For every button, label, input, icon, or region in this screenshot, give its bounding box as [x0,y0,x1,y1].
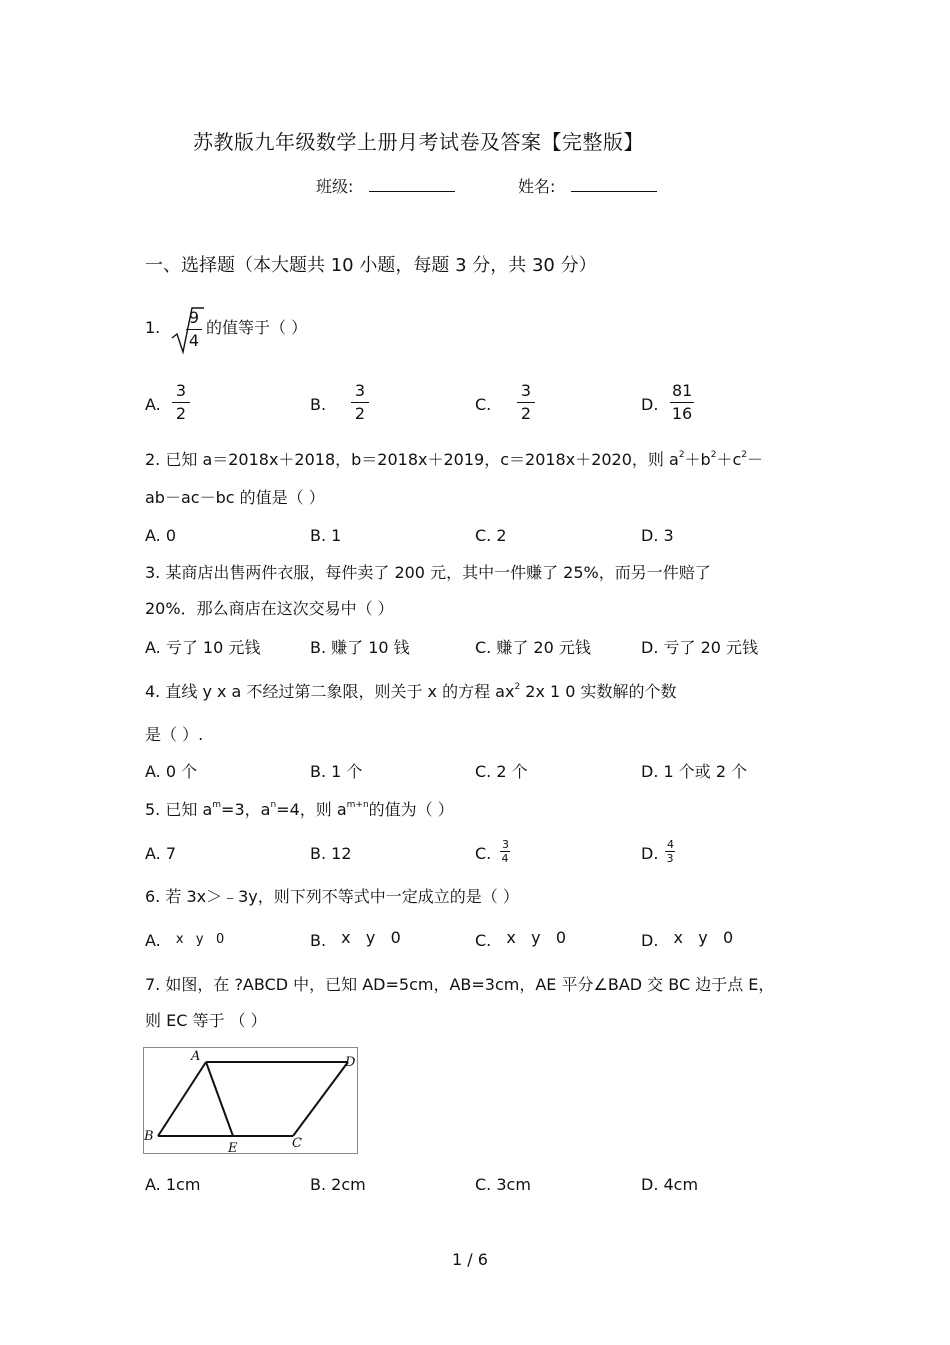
q2-text: ＋b [684,450,711,469]
q2-option-c[interactable]: C. 2 [475,526,507,545]
q5-option-d-fraction [665,839,675,864]
q5-option-b[interactable]: B. 12 [310,844,352,863]
q1-option-d-label[interactable]: D. [641,395,659,414]
q2-option-b[interactable]: B. 1 [310,526,342,545]
name-label: 姓名: [518,177,556,196]
class-blank[interactable] [369,177,455,192]
q1-option-d-fraction [670,383,694,422]
class-label: 班级: [316,177,354,196]
q1-option-b-fraction [351,383,369,422]
q5-line [145,802,454,818]
option-label: A. [145,931,161,950]
parallelogram-figure [143,1047,359,1155]
superscript: m+n [346,800,369,810]
q1-option-c-label[interactable]: C. [475,395,492,414]
q4-text: 2x 1 0 实数解的个数 [520,682,677,701]
frac-den: 2 [175,404,187,423]
q6-option-d[interactable] [641,928,734,950]
q7-option-a[interactable]: A. 1cm [145,1175,201,1194]
q4-line1 [145,684,677,700]
vertex-e-label: E [228,1141,238,1155]
q3-option-c[interactable]: C. 赚了 20 元钱 [475,638,591,657]
q1-option-a-fraction [172,383,190,422]
name-blank[interactable] [571,177,657,192]
q5-text: =4，则 a [276,800,347,819]
q1-sqrt-den: 4 [188,331,200,350]
q3-option-a[interactable]: A. 亏了 10 元钱 [145,638,261,657]
vertex-d-label: D [345,1055,356,1070]
q5-text: 5. 已知 a [145,800,213,819]
q4-line2: 是（ ）. [145,725,204,744]
q5-option-c-fraction [500,839,510,864]
q1-text: 的值等于（ ） [206,318,308,337]
q2-text: 2. 已知 a＝2018x＋2018，b＝2018x＋2019，c＝2018x＋2020，则 a [145,450,679,469]
q5-text: 的值为（ ） [368,800,454,819]
page-number: 1 / 6 [452,1250,488,1269]
option-label: C. [475,931,492,950]
q1-option-b-label[interactable]: B. [310,395,327,414]
q7-option-c[interactable]: C. 3cm [475,1175,531,1194]
superscript: 2 [514,682,521,692]
frac-den: 16 [671,404,693,423]
q5-option-c-label[interactable]: C. [475,844,492,863]
option-expr: x y 0 [673,928,734,947]
option-label: D. [641,931,659,950]
frac-num: 3 [175,381,187,400]
q6-option-b[interactable] [310,928,401,950]
vertex-c-label: C [292,1136,302,1151]
q4-option-d[interactable]: D. 1 个或 2 个 [641,762,748,781]
q5-text: =3，a [221,800,271,819]
superscript: 2 [710,450,717,460]
q1-sqrt-num: 9 [188,308,200,327]
frac-den: 3 [666,852,674,865]
q4-option-a[interactable]: A. 0 个 [145,762,198,781]
q2-text: ＋c [716,450,742,469]
superscript: m [212,800,222,810]
q2-text: － [747,450,764,469]
q1-option-a-label[interactable]: A. [145,395,161,414]
q6-line: 6. 若 3x＞﹣3y，则下列不等式中一定成立的是（ ） [145,887,519,906]
q1-number: 1. [145,318,161,337]
frac-num: 3 [354,381,366,400]
superscript: 2 [678,450,685,460]
q6-option-a[interactable] [145,933,224,949]
frac-den: 4 [501,852,509,865]
q2-line2: ab－ac－bc 的值是（ ） [145,488,325,507]
page-title: 苏教版九年级数学上册月考试卷及答案【完整版】 [193,130,644,154]
q4-option-b[interactable]: B. 1 个 [310,762,363,781]
q2-line1 [145,452,763,468]
q2-option-d[interactable]: D. 3 [641,526,674,545]
q3-option-d[interactable]: D. 亏了 20 元钱 [641,638,759,657]
frac-den: 2 [520,404,532,423]
q7-line2: 则 EC 等于 （ ） [145,1011,267,1030]
q6-option-c[interactable] [475,928,566,950]
q1-sqrt-fraction [186,310,202,349]
option-expr: x y 0 [506,928,566,947]
superscript: 2 [741,450,747,460]
superscript: n [270,800,277,810]
q7-line1: 7. 如图，在 ?ABCD 中，已知 AD=5cm，AB=3cm，AE 平分∠BAD 交 BC 边于点 E， [145,975,775,994]
q3-line1: 3. 某商店出售两件衣服，每件卖了 200 元，其中一件赚了 25%，而另一件赔了 [145,563,711,582]
q2-option-a[interactable]: A. 0 [145,526,177,545]
vertex-b-label: B [144,1129,154,1144]
frac-num: 4 [667,838,674,851]
q1-option-c-fraction [517,383,535,422]
frac-num: 3 [520,381,532,400]
q4-text: 4. 直线 y x a 不经过第二象限，则关于 x 的方程 ax [145,682,515,701]
option-expr: x y 0 [341,928,401,947]
frac-num: 3 [502,838,509,851]
q5-option-d-label[interactable]: D. [641,844,659,863]
frac-den: 2 [354,404,366,423]
class-field [316,177,455,195]
option-label: B. [310,931,327,950]
q3-line2: 20%．那么商店在这次交易中（ ） [145,599,394,618]
section-heading: 一、选择题（本大题共 10 小题，每题 3 分，共 30 分） [145,255,597,276]
frac-num: 81 [672,381,693,400]
q3-option-b[interactable]: B. 赚了 10 钱 [310,638,410,657]
q5-option-a[interactable]: A. 7 [145,844,177,863]
q7-option-d[interactable]: D. 4cm [641,1175,699,1194]
name-field [518,177,657,195]
q4-option-c[interactable]: C. 2 个 [475,762,528,781]
vertex-a-label: A [191,1049,201,1064]
option-expr: x y 0 [175,932,225,947]
figure-frame [144,1048,358,1154]
q7-option-b[interactable]: B. 2cm [310,1175,366,1194]
